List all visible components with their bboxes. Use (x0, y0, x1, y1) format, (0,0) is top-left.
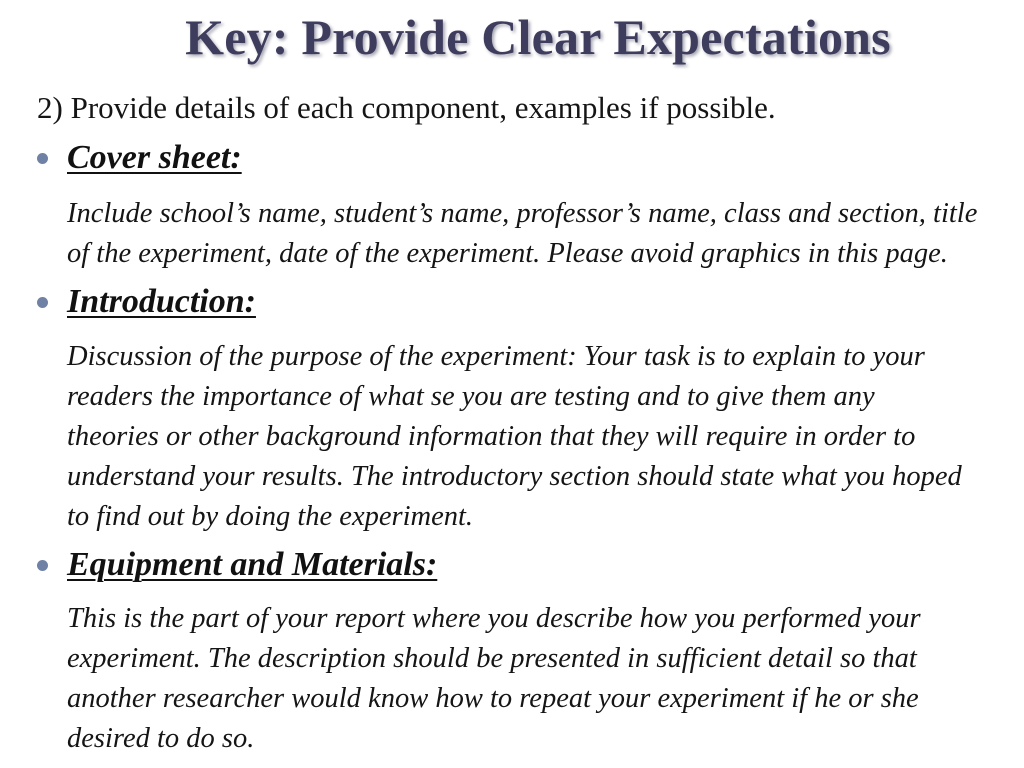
bullet-dot-icon (37, 560, 48, 571)
intro-text: 2) Provide details of each component, examples if possible. (37, 90, 776, 125)
section-heading-cover-sheet: Cover sheet: (67, 139, 242, 176)
text-line: of the experiment, date of the experiment. Please avoid graphics in this page. (67, 238, 948, 269)
section-heading-equipment-materials: Equipment and Materials: (67, 546, 438, 583)
bullet-dot-icon (37, 153, 48, 164)
text-line: Discussion of the purpose of the experiment: Your task is to explain to your (67, 341, 925, 372)
text-line: Include school’s name, student’s name, professor’s name, class and section, title (67, 198, 978, 229)
bullet-introduction (37, 283, 256, 321)
section-text-introduction (67, 337, 1019, 537)
text-line: to find out by doing the experiment. (67, 501, 474, 532)
text-line: experiment. The description should be presented in sufficient detail so that (67, 643, 917, 674)
bullet-cover-sheet (37, 139, 242, 177)
section-text-cover-sheet (67, 194, 1019, 274)
bullet-dot-icon (37, 297, 48, 308)
text-line: desired to do so. (67, 723, 255, 754)
text-line: This is the part of your report where you describe how you performed your (67, 603, 921, 634)
section-text-equipment-materials (67, 599, 1019, 759)
text-line: another researcher would know how to repeat your experiment if he or she (67, 683, 919, 714)
text-line: understand your results. The introductory section should state what you hoped (67, 461, 962, 492)
text-line: theories or other background information that they will require in order to (67, 421, 916, 452)
slide-title: Key: Provide Clear Expectations (185, 9, 891, 65)
section-heading-introduction: Introduction: (67, 283, 256, 320)
bullet-equipment-materials (37, 546, 437, 584)
text-line: readers the importance of what se you are testing and to give them any (67, 381, 875, 412)
